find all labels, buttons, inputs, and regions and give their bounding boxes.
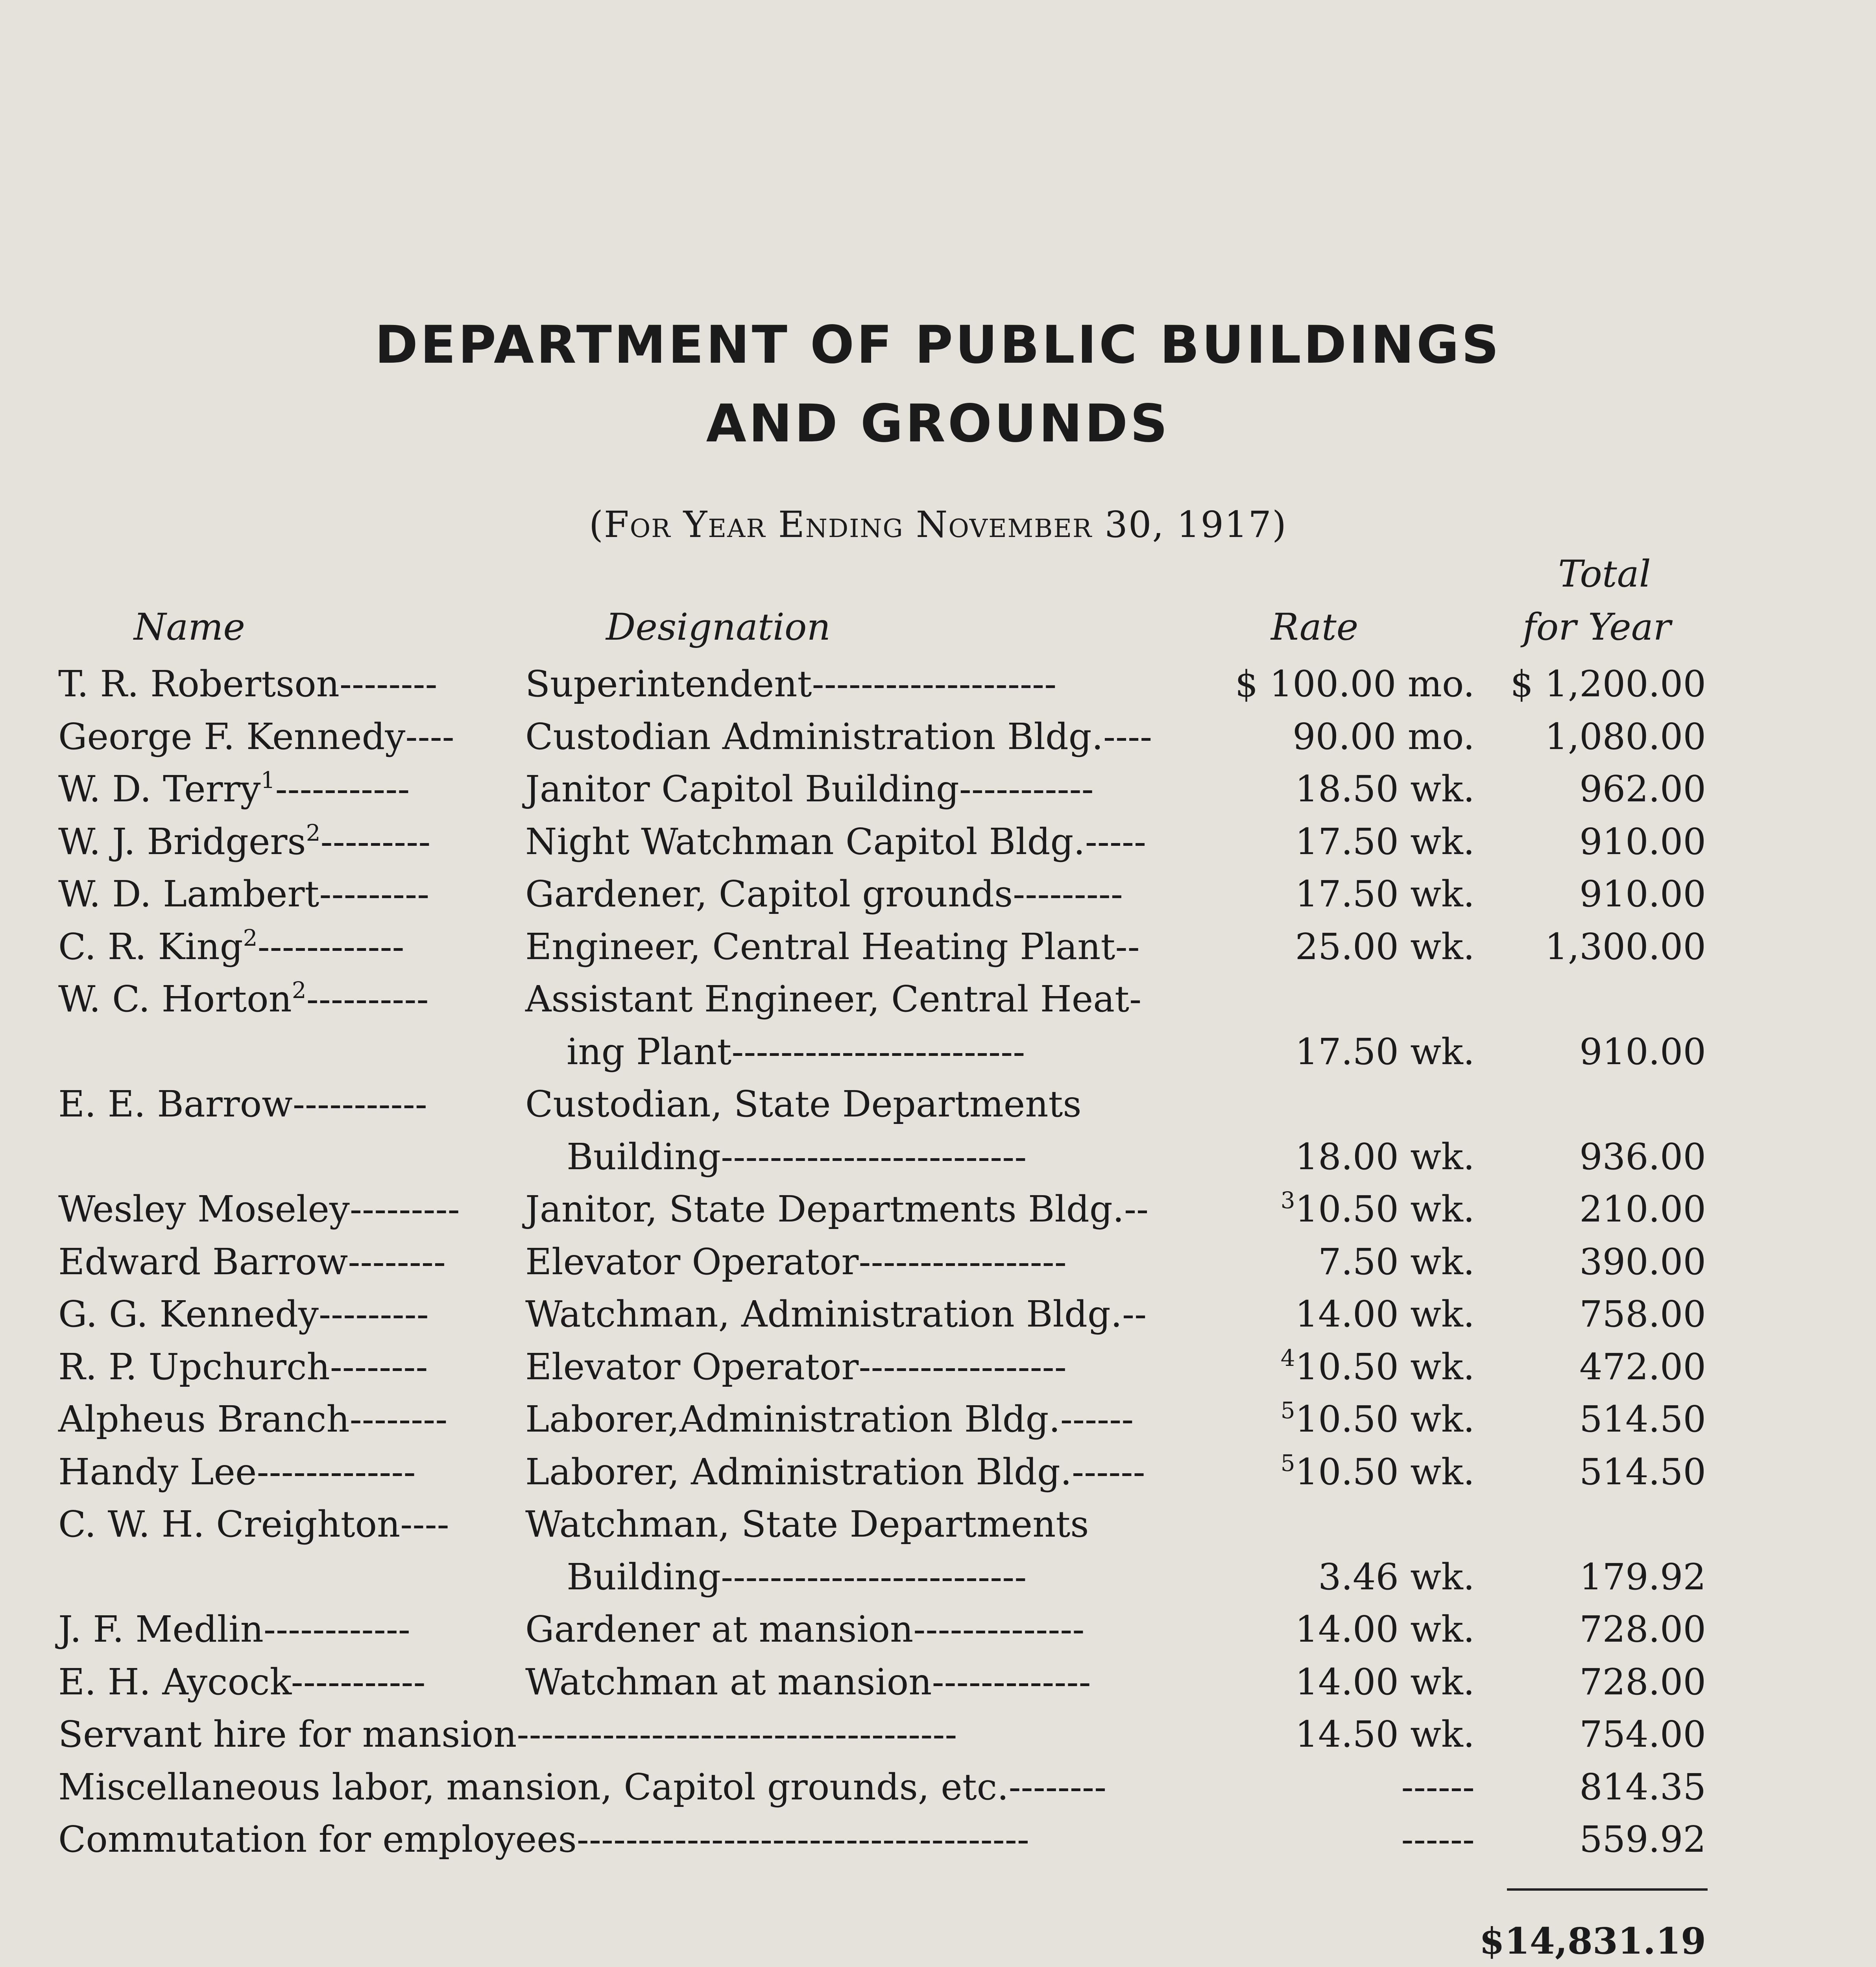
rate-text: 18.00 wk. <box>1295 1135 1475 1178</box>
total-for-year: 514.50 <box>1579 1450 1706 1493</box>
rate <box>1318 1241 1475 1283</box>
employee-name <box>58 1451 416 1493</box>
leader-dots: -------------------- <box>812 663 1057 705</box>
employee-name-text: R. P. Upchurch <box>58 1345 330 1388</box>
total-for-year: 210.00 <box>1579 1188 1706 1230</box>
employee-name <box>58 768 410 810</box>
footnote-mark: 4 <box>1280 1344 1295 1371</box>
table-row <box>0 1293 1876 1346</box>
employee-name <box>58 1661 426 1703</box>
designation <box>567 1136 1027 1178</box>
leader-dots: ----------- <box>275 768 410 810</box>
designation <box>525 663 1056 705</box>
total-for-year: 1,080.00 <box>1545 715 1706 758</box>
designation <box>525 1241 1067 1283</box>
table-row <box>0 1608 1876 1661</box>
employee-name-text: E. E. Barrow <box>58 1083 293 1125</box>
footnote-mark: 2 <box>292 977 307 1004</box>
employee-name-text: Commutation for employees <box>58 1818 577 1860</box>
designation-text: Superintendent <box>525 663 812 705</box>
designation-text: Watchman, Administration Bldg. <box>525 1293 1123 1335</box>
rate <box>1295 1293 1475 1335</box>
leader-dots: ----------------- <box>859 1240 1067 1283</box>
employee-name-text: W. J. Bridgers <box>58 820 306 863</box>
total-for-year: 936.00 <box>1579 1135 1706 1178</box>
table-row <box>0 1136 1876 1188</box>
header-rate: Rate <box>1271 606 1359 649</box>
leader-dots: -------------- <box>913 1608 1085 1650</box>
total-for-year: 910.00 <box>1579 1030 1706 1073</box>
header-name: Name <box>134 606 246 649</box>
leader-dots: ---- <box>400 1503 449 1545</box>
grand-total-row <box>0 1920 1876 1967</box>
total-rule <box>1507 1888 1708 1891</box>
leader-dots: ---------- <box>306 978 429 1020</box>
designation <box>525 1188 1148 1230</box>
leader-dots: ---- <box>1103 715 1152 758</box>
total-for-year: 758.00 <box>1579 1293 1706 1335</box>
employee-name <box>58 1346 428 1388</box>
rate-text: 18.50 wk. <box>1295 768 1475 810</box>
total-for-year: 728.00 <box>1579 1608 1706 1650</box>
employee-name <box>58 1398 447 1440</box>
rate-text: 90.00 mo. <box>1293 715 1475 758</box>
leader-dots: -------- <box>348 1240 446 1283</box>
total-for-year: 514.50 <box>1579 1398 1706 1440</box>
footnote-mark: 5 <box>1280 1449 1295 1476</box>
leader-dots: ----- <box>1085 820 1147 863</box>
designation-text: ing Plant <box>567 1030 732 1073</box>
designation <box>525 768 1094 810</box>
rate-text: 10.50 wk. <box>1295 1398 1475 1440</box>
footnote-mark: 2 <box>243 924 258 951</box>
designation-text: Engineer, Central Heating Plant <box>525 925 1115 968</box>
designation <box>525 1083 1082 1125</box>
total-for-year: 728.00 <box>1579 1661 1706 1703</box>
leader-dots: ---- <box>405 715 454 758</box>
leader-dots: ----------- <box>291 1661 426 1703</box>
employee-name-text: J. F. Medlin <box>58 1608 264 1650</box>
leader-dots: ------------------------ <box>731 1030 1025 1073</box>
designation-text: Building <box>567 1556 721 1598</box>
designation <box>525 1346 1067 1388</box>
grand-total: $14,831.19 <box>1479 1920 1706 1962</box>
designation-text: Laborer, Administration Bldg. <box>525 1450 1072 1493</box>
designation <box>525 978 1141 1020</box>
total-for-year: 559.92 <box>1579 1818 1706 1860</box>
leader-dots: --------- <box>319 873 430 915</box>
leader-dots: -------- <box>330 1345 428 1388</box>
designation-text: Gardener at mansion <box>525 1608 914 1650</box>
employee-name-text: Alpheus Branch <box>58 1398 350 1440</box>
rate-text: 14.50 wk. <box>1295 1713 1475 1755</box>
employee-name-text: Edward Barrow <box>58 1240 348 1283</box>
rate <box>1295 1031 1475 1073</box>
designation <box>525 821 1146 863</box>
leader-dots: ----------- <box>292 1083 427 1125</box>
designation-text: Elevator Operator <box>525 1240 859 1283</box>
employee-name-text: W. C. Horton <box>58 978 292 1020</box>
employee-name-text: G. G. Kennedy <box>58 1293 319 1335</box>
employee-name <box>58 1083 427 1125</box>
rate-text: ------ <box>1401 1818 1475 1860</box>
designation-text: Night Watchman Capitol Bldg. <box>525 820 1085 863</box>
designation-text: Watchman, State Departments <box>525 1503 1089 1545</box>
employee-name-text: Handy Lee <box>58 1450 257 1493</box>
employee-name <box>58 926 404 968</box>
total-for-year: 754.00 <box>1579 1713 1706 1755</box>
rate-text: 25.00 wk. <box>1295 925 1475 968</box>
rate <box>1318 1556 1475 1598</box>
rate <box>1295 821 1475 863</box>
footnote-mark: 5 <box>1280 1397 1295 1424</box>
designation <box>567 1031 1025 1073</box>
leader-dots: --------- <box>349 1188 460 1230</box>
employee-name-text: T. R. Robertson <box>58 663 340 705</box>
designation-text: Watchman at mansion <box>525 1661 932 1703</box>
leader-dots: -------- <box>339 663 438 705</box>
leader-dots: ------------- <box>257 1450 416 1493</box>
page-subtitle: (For Year Ending November 30, 1917) <box>589 504 1287 546</box>
employee-name <box>58 663 438 705</box>
table-row <box>0 1083 1876 1136</box>
table-row <box>0 1346 1876 1399</box>
rate-text: 17.50 wk. <box>1295 820 1475 863</box>
employee-name-text: George F. Kennedy <box>58 715 406 758</box>
rate <box>1295 1661 1475 1703</box>
designation-text: Custodian Administration Bldg. <box>525 715 1103 758</box>
employee-name-text: W. D. Terry <box>58 768 261 810</box>
header-designation: Designation <box>606 606 831 649</box>
employee-name <box>58 1713 957 1755</box>
rate-text: 14.00 wk. <box>1295 1293 1475 1335</box>
rate-text: 3.46 wk. <box>1318 1556 1475 1598</box>
rate <box>1293 716 1475 758</box>
table-row <box>0 1031 1876 1083</box>
employee-name-text: E. H. Aycock <box>58 1661 291 1703</box>
designation <box>525 926 1140 968</box>
page-title-line1: DEPARTMENT OF PUBLIC BUILDINGS <box>375 315 1501 375</box>
leader-dots: --------- <box>318 1293 429 1335</box>
table-row <box>0 873 1876 926</box>
rate-text: 17.50 wk. <box>1295 1030 1475 1073</box>
designation <box>525 1293 1147 1335</box>
leader-dots: ------------------------- <box>721 1135 1027 1178</box>
employee-name-text: W. D. Lambert <box>58 873 319 915</box>
table-row <box>0 1818 1876 1871</box>
footnote-mark: 2 <box>306 819 321 846</box>
employee-name <box>58 1818 1029 1860</box>
total-for-year: 472.00 <box>1579 1345 1706 1388</box>
designation-text: Elevator Operator <box>525 1345 859 1388</box>
leader-dots: -------- <box>1008 1766 1107 1808</box>
leader-dots: ------------------------- <box>721 1556 1027 1598</box>
rate-text: 10.50 wk. <box>1295 1345 1475 1388</box>
employee-name-text: Wesley Moseley <box>58 1188 350 1230</box>
leader-dots: -------- <box>349 1398 448 1440</box>
designation <box>525 1398 1134 1440</box>
total-for-year: 1,300.00 <box>1545 925 1706 968</box>
rate-text: ------ <box>1401 1766 1475 1808</box>
total-for-year: 910.00 <box>1579 873 1706 915</box>
footnote-mark: 3 <box>1280 1187 1295 1214</box>
header-total-line1: Total <box>1558 553 1651 596</box>
rate <box>1295 926 1475 968</box>
rate <box>1295 873 1475 915</box>
designation <box>567 1556 1027 1598</box>
rate-text: 14.00 wk. <box>1295 1608 1475 1650</box>
designation-text: Assistant Engineer, Central Heat- <box>525 978 1142 1020</box>
employee-name-text: Servant hire for mansion <box>58 1713 517 1755</box>
rate <box>1295 768 1475 810</box>
designation-text: Laborer,Administration Bldg. <box>525 1398 1060 1440</box>
leader-dots: ------ <box>1072 1450 1145 1493</box>
employee-name <box>58 1766 1106 1808</box>
page-title-line2: AND GROUNDS <box>706 393 1170 454</box>
employee-name-text: C. R. King <box>58 925 243 968</box>
table-row <box>0 1556 1876 1609</box>
table-row <box>0 768 1876 821</box>
table-row <box>0 1241 1876 1293</box>
designation <box>525 1608 1084 1650</box>
designation-text: Janitor, State Departments Bldg. <box>525 1188 1124 1230</box>
rate <box>1295 1713 1475 1755</box>
designation-text: Custodian, State Departments <box>525 1083 1082 1125</box>
designation-text: Gardener, Capitol grounds <box>525 873 1013 915</box>
employee-name <box>58 1241 446 1283</box>
leader-dots: ----------------- <box>859 1345 1067 1388</box>
total-for-year: 390.00 <box>1579 1240 1706 1283</box>
total-for-year: 179.92 <box>1579 1556 1706 1598</box>
employee-name <box>58 1608 410 1650</box>
leader-dots: ------------------------------------ <box>517 1713 957 1755</box>
rate <box>1295 1608 1475 1650</box>
rate <box>1235 663 1475 705</box>
rate <box>1401 1766 1475 1808</box>
leader-dots: --------- <box>1013 873 1123 915</box>
designation-text: Janitor Capitol Building <box>525 768 959 810</box>
table-row <box>0 1398 1876 1451</box>
table-row <box>0 716 1876 768</box>
leader-dots: -- <box>1115 925 1140 968</box>
table-row <box>0 821 1876 873</box>
total-for-year: $ 1,200.00 <box>1510 663 1706 705</box>
leader-dots: ------ <box>1060 1398 1134 1440</box>
designation <box>525 873 1123 915</box>
designation <box>525 1451 1145 1493</box>
table-row <box>0 1188 1876 1241</box>
table-row <box>0 1713 1876 1766</box>
designation-text: Building <box>567 1135 721 1178</box>
total-for-year: 814.35 <box>1579 1766 1706 1808</box>
employee-name <box>58 716 454 758</box>
total-for-year: 962.00 <box>1579 768 1706 810</box>
table-row <box>0 926 1876 978</box>
rate <box>1281 1188 1475 1230</box>
table-row <box>0 978 1876 1031</box>
leader-dots: -- <box>1122 1293 1147 1335</box>
designation <box>525 1661 1091 1703</box>
rate-text: 7.50 wk. <box>1318 1240 1475 1283</box>
table-row <box>0 663 1876 716</box>
leader-dots: ------------------------------------- <box>576 1818 1029 1860</box>
employee-name <box>58 1188 460 1230</box>
leader-dots: ------------ <box>263 1608 410 1650</box>
leader-dots: --------- <box>320 820 431 863</box>
employee-name <box>58 821 430 863</box>
header-total-line2: for Year <box>1523 606 1671 649</box>
table-row <box>0 1766 1876 1819</box>
rate-text: 17.50 wk. <box>1295 873 1475 915</box>
employee-name-text: C. W. H. Creighton <box>58 1503 401 1545</box>
rate <box>1281 1451 1475 1493</box>
leader-dots: ------------- <box>932 1661 1091 1703</box>
rate <box>1295 1136 1475 1178</box>
rate <box>1281 1398 1475 1440</box>
rate-text: 14.00 wk. <box>1295 1661 1475 1703</box>
table-row <box>0 1451 1876 1504</box>
footnote-mark: 1 <box>260 767 275 793</box>
leader-dots: -- <box>1124 1188 1149 1230</box>
rate <box>1401 1818 1475 1860</box>
designation <box>525 1503 1089 1545</box>
designation <box>525 716 1152 758</box>
leader-dots: ----------- <box>959 768 1094 810</box>
leader-dots: ------------ <box>257 925 404 968</box>
total-for-year: 910.00 <box>1579 820 1706 863</box>
employee-name-text: Miscellaneous labor, mansion, Capitol grounds, etc. <box>58 1766 1009 1808</box>
rate <box>1281 1346 1475 1388</box>
employee-name <box>58 873 429 915</box>
employee-name <box>58 1503 449 1545</box>
rate-text: 10.50 wk. <box>1295 1188 1475 1230</box>
table-row <box>0 1503 1876 1556</box>
employee-name <box>58 1293 429 1335</box>
rate-text: $ 100.00 mo. <box>1235 663 1475 705</box>
table-row <box>0 1661 1876 1714</box>
rate-text: 10.50 wk. <box>1295 1450 1475 1493</box>
employee-name <box>58 978 429 1020</box>
